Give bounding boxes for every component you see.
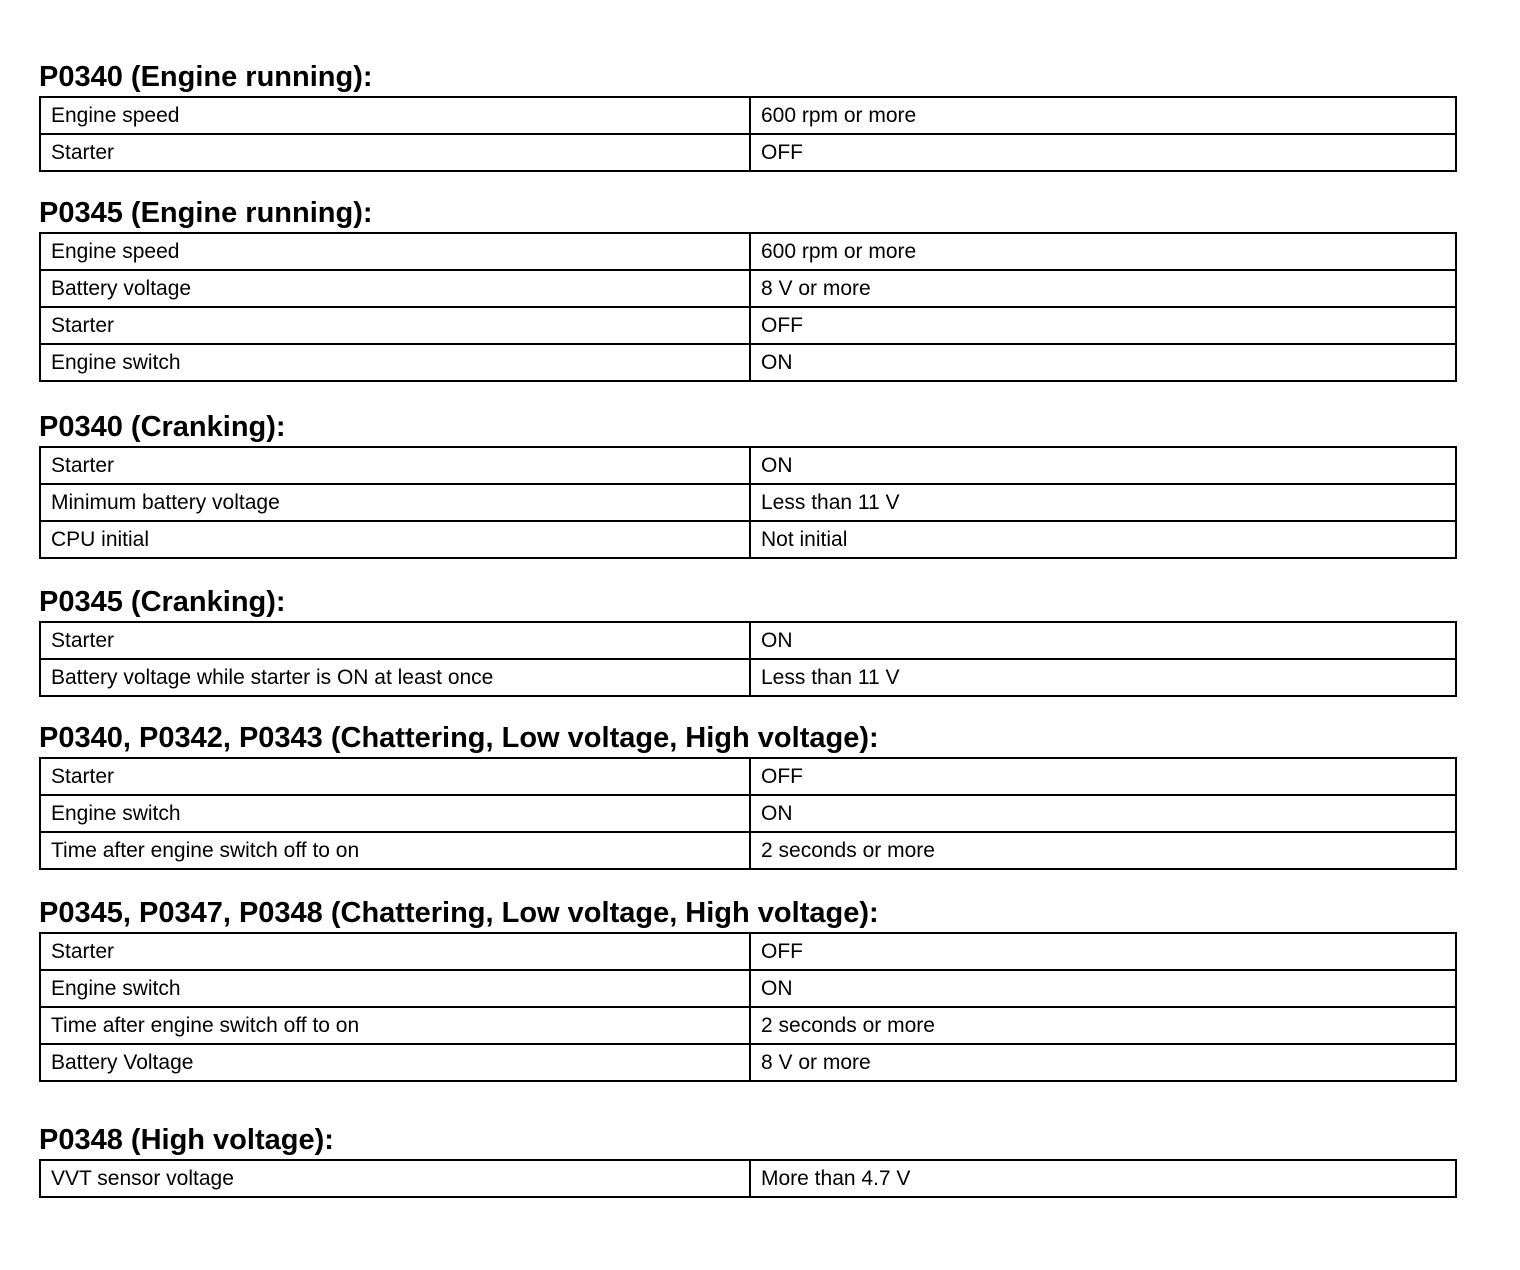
- section-heading: P0340, P0342, P0343 (Chattering, Low voltage, High voltage):: [39, 722, 879, 754]
- conditions-table: [39, 96, 1457, 172]
- condition-value: OFF: [750, 758, 1456, 795]
- section-heading: P0345, P0347, P0348 (Chattering, Low voltage, High voltage):: [39, 897, 879, 929]
- condition-value: ON: [750, 622, 1456, 659]
- condition-value: ON: [750, 344, 1456, 381]
- condition-label: Battery voltage while starter is ON at least once: [40, 659, 750, 696]
- table-row: [40, 933, 1456, 970]
- condition-value: OFF: [750, 933, 1456, 970]
- condition-label: Engine speed: [40, 97, 750, 134]
- condition-label: Starter: [40, 933, 750, 970]
- table-row: [40, 1160, 1456, 1197]
- condition-label: Battery voltage: [40, 270, 750, 307]
- condition-label: Time after engine switch off to on: [40, 1007, 750, 1044]
- table-row: [40, 233, 1456, 270]
- conditions-table: [39, 757, 1457, 870]
- condition-label: CPU initial: [40, 521, 750, 558]
- table-row: [40, 1044, 1456, 1081]
- condition-value: 600 rpm or more: [750, 97, 1456, 134]
- condition-value: Not initial: [750, 521, 1456, 558]
- condition-value: 600 rpm or more: [750, 233, 1456, 270]
- conditions-table: [39, 932, 1457, 1082]
- section-heading: P0348 (High voltage):: [39, 1124, 334, 1156]
- condition-value: 2 seconds or more: [750, 1007, 1456, 1044]
- conditions-table: [39, 1159, 1457, 1198]
- table-row: [40, 1007, 1456, 1044]
- condition-value: 2 seconds or more: [750, 832, 1456, 869]
- section-heading: P0340 (Engine running):: [39, 61, 373, 93]
- table-row: [40, 447, 1456, 484]
- condition-label: Starter: [40, 622, 750, 659]
- conditions-table: [39, 621, 1457, 697]
- table-row: [40, 622, 1456, 659]
- condition-value: OFF: [750, 307, 1456, 344]
- condition-value: More than 4.7 V: [750, 1160, 1456, 1197]
- table-row: [40, 344, 1456, 381]
- condition-value: Less than 11 V: [750, 659, 1456, 696]
- section-heading: P0345 (Engine running):: [39, 197, 373, 229]
- condition-label: Battery Voltage: [40, 1044, 750, 1081]
- table-row: [40, 97, 1456, 134]
- table-row: [40, 134, 1456, 171]
- condition-value: OFF: [750, 134, 1456, 171]
- condition-value: 8 V or more: [750, 1044, 1456, 1081]
- condition-label: Starter: [40, 134, 750, 171]
- table-row: [40, 659, 1456, 696]
- condition-label: Engine switch: [40, 344, 750, 381]
- condition-label: Engine switch: [40, 795, 750, 832]
- condition-value: ON: [750, 447, 1456, 484]
- condition-label: Starter: [40, 447, 750, 484]
- condition-label: Starter: [40, 307, 750, 344]
- condition-label: VVT sensor voltage: [40, 1160, 750, 1197]
- condition-label: Engine speed: [40, 233, 750, 270]
- condition-label: Time after engine switch off to on: [40, 832, 750, 869]
- condition-label: Starter: [40, 758, 750, 795]
- condition-value: ON: [750, 970, 1456, 1007]
- condition-value: 8 V or more: [750, 270, 1456, 307]
- table-row: [40, 758, 1456, 795]
- table-row: [40, 270, 1456, 307]
- condition-label: Engine switch: [40, 970, 750, 1007]
- table-row: [40, 484, 1456, 521]
- table-row: [40, 832, 1456, 869]
- section-heading: P0340 (Cranking):: [39, 411, 286, 443]
- table-row: [40, 521, 1456, 558]
- conditions-table: [39, 232, 1457, 382]
- section-heading: P0345 (Cranking):: [39, 586, 286, 618]
- table-row: [40, 970, 1456, 1007]
- condition-value: Less than 11 V: [750, 484, 1456, 521]
- condition-value: ON: [750, 795, 1456, 832]
- condition-label: Minimum battery voltage: [40, 484, 750, 521]
- table-row: [40, 307, 1456, 344]
- table-row: [40, 795, 1456, 832]
- conditions-table: [39, 446, 1457, 559]
